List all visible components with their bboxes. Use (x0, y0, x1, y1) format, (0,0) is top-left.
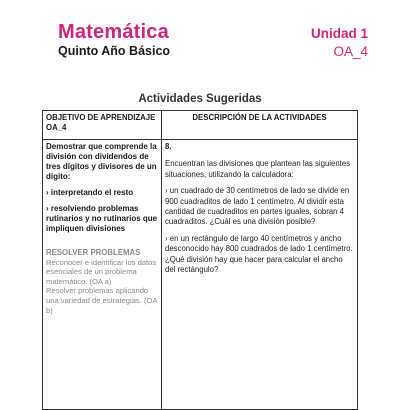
skills-text: Resolver problemas aplicando una variedad de estrategias. (OA b) (46, 286, 158, 315)
objective-text: Demostrar que comprende la división con dividendos de tres dígitos y divisores de un dígito: (46, 142, 157, 181)
objective-bullet: › interpretando el resto (46, 188, 134, 197)
activity-item: › un cuadrado de 30 centímetros de lado se divide en 900 cuadraditos de lado 1 centímetro. Al dividir esta cantidad de cuadraditos en partes iguales, sobran 4 cuadraditos. ¿Cuál es una división posible? (165, 186, 350, 227)
activities-table (42, 110, 358, 410)
grade-subtitle: Quinto Año Básico (58, 44, 171, 58)
objective-cell (43, 140, 162, 410)
skills-title: RESOLVER PROBLEMAS (46, 248, 141, 257)
subject-title: Matemática (58, 21, 169, 43)
objective-column-header: OBJETIVO DE APRENDIZAJE OA_4 (43, 111, 162, 140)
section-title: Actividades Sugeridas (138, 93, 262, 105)
skills-box (46, 248, 158, 315)
description-cell (162, 140, 358, 410)
oa-label: OA_4 (333, 44, 368, 59)
activity-intro: Encuentran las divisiones que plantean las siguientes situaciones, utilizando la calculadora: (165, 159, 351, 179)
unit-label: Unidad 1 (310, 26, 368, 41)
table-row (43, 140, 358, 410)
table-header-row (43, 111, 358, 140)
objective-bullet: › resolviendo problemas rutinarios y no rutinarios que impliquen divisiones (46, 204, 158, 233)
skills-text: Reconocer e identificar los datos esenciales de un problema matemático. (OA a) (46, 257, 157, 286)
activity-item: › en un rectángulo de largo 40 centímetros y ancho desconocido hay 800 cuadrados de lado 1 centímetro. ¿Qué división hay que hacer para calcular el ancho del rectángulo? (165, 233, 353, 275)
description-column-header: DESCRIPCIÓN DE LA ACTIVIDADES (162, 111, 358, 140)
activity-number: 8. (165, 142, 172, 151)
